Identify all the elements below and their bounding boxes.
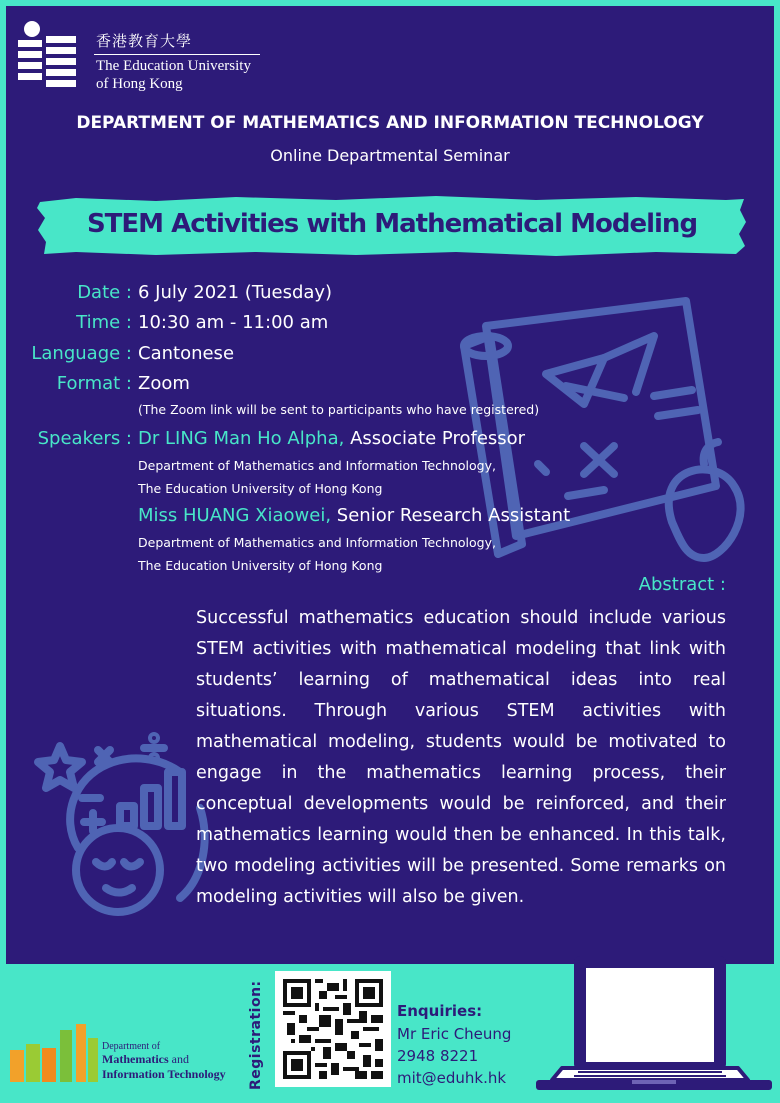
department-logo-mathematics: Mathematics bbox=[102, 1052, 169, 1066]
department-heading: DEPARTMENT OF MATHEMATICS AND INFORMATION TECHNOLOGY bbox=[76, 113, 704, 133]
speakers-label: Speakers : bbox=[37, 428, 132, 449]
department-logo-line1: Department of bbox=[102, 1041, 161, 1052]
speaker-1-name: Dr LING Man Ho Alpha, bbox=[138, 428, 345, 449]
format-note: (The Zoom link will be sent to participants who have registered) bbox=[138, 402, 540, 417]
title-banner bbox=[36, 196, 748, 256]
enquiries-label: Enquiries: bbox=[397, 1002, 483, 1020]
speaker-1-affiliation-line2: The Education University of Hong Kong bbox=[138, 481, 383, 496]
eduhk-logo-icon bbox=[18, 20, 78, 92]
speaker-2-role: Senior Research Assistant bbox=[336, 505, 571, 526]
speaker-1 bbox=[138, 428, 525, 449]
department-logo-line2 bbox=[102, 1052, 226, 1067]
main-panel bbox=[6, 6, 774, 964]
math-thinking-head-icon bbox=[20, 698, 220, 928]
department-logo-line3: Information Technology bbox=[102, 1067, 226, 1081]
qr-code-icon bbox=[283, 979, 383, 1079]
seminar-subheading: Online Departmental Seminar bbox=[270, 146, 510, 165]
university-name-chinese: 香港教育大學 bbox=[96, 32, 193, 50]
department-logo-and: and bbox=[168, 1052, 189, 1066]
registration-label: Registration: bbox=[248, 980, 264, 1090]
laptop-icon bbox=[528, 956, 780, 1092]
mit-logo-icon bbox=[10, 1022, 100, 1084]
date-value: 6 July 2021 (Tuesday) bbox=[138, 282, 333, 303]
seminar-title: STEM Activities with Mathematical Modeling bbox=[86, 209, 698, 239]
speaker-1-role: Associate Professor bbox=[350, 428, 526, 449]
language-value: Cantonese bbox=[138, 343, 235, 364]
department-logo-text bbox=[102, 1041, 226, 1082]
format-value: Zoom bbox=[138, 373, 190, 394]
date-label: Date : bbox=[77, 282, 132, 303]
time-value: 10:30 am - 11:00 am bbox=[138, 312, 329, 333]
speaker-2 bbox=[138, 505, 570, 526]
abstract-text: Successful mathematics education should include various STEM activities with mathematical modeling that link with students’ learning of mathematical ideas into real situations. Through various STEM activities with mathematical modeling, students would be motivated to engage in the mathematics learning process, their conceptual developments would be reinforced, and their mathematics learning would then be enhanced. In this talk, two modeling activities will be presented. Some remarks on modeling activities will also be given. bbox=[196, 608, 726, 907]
speaker-2-affiliation-line1: Department of Mathematics and Information Technology, bbox=[138, 535, 496, 550]
abstract-label: Abstract : bbox=[638, 574, 726, 595]
language-label: Language : bbox=[31, 343, 132, 364]
university-name-line1: The Education University bbox=[96, 58, 251, 74]
contact-email[interactable]: mit@eduhk.hk bbox=[397, 1069, 507, 1087]
university-name-line2: of Hong Kong bbox=[96, 76, 183, 92]
speaker-1-affiliation-line1: Department of Mathematics and Information Technology, bbox=[138, 458, 496, 473]
contact-phone[interactable]: 2948 8221 bbox=[397, 1047, 479, 1065]
speaker-2-affiliation-line2: The Education University of Hong Kong bbox=[138, 558, 383, 573]
contact-name: Mr Eric Cheung bbox=[397, 1025, 512, 1043]
format-label: Format : bbox=[56, 373, 132, 394]
speaker-2-name: Miss HUANG Xiaowei, bbox=[138, 505, 332, 526]
registration-qr-code[interactable] bbox=[275, 971, 391, 1087]
logo-divider bbox=[94, 54, 260, 55]
time-label: Time : bbox=[76, 312, 132, 333]
